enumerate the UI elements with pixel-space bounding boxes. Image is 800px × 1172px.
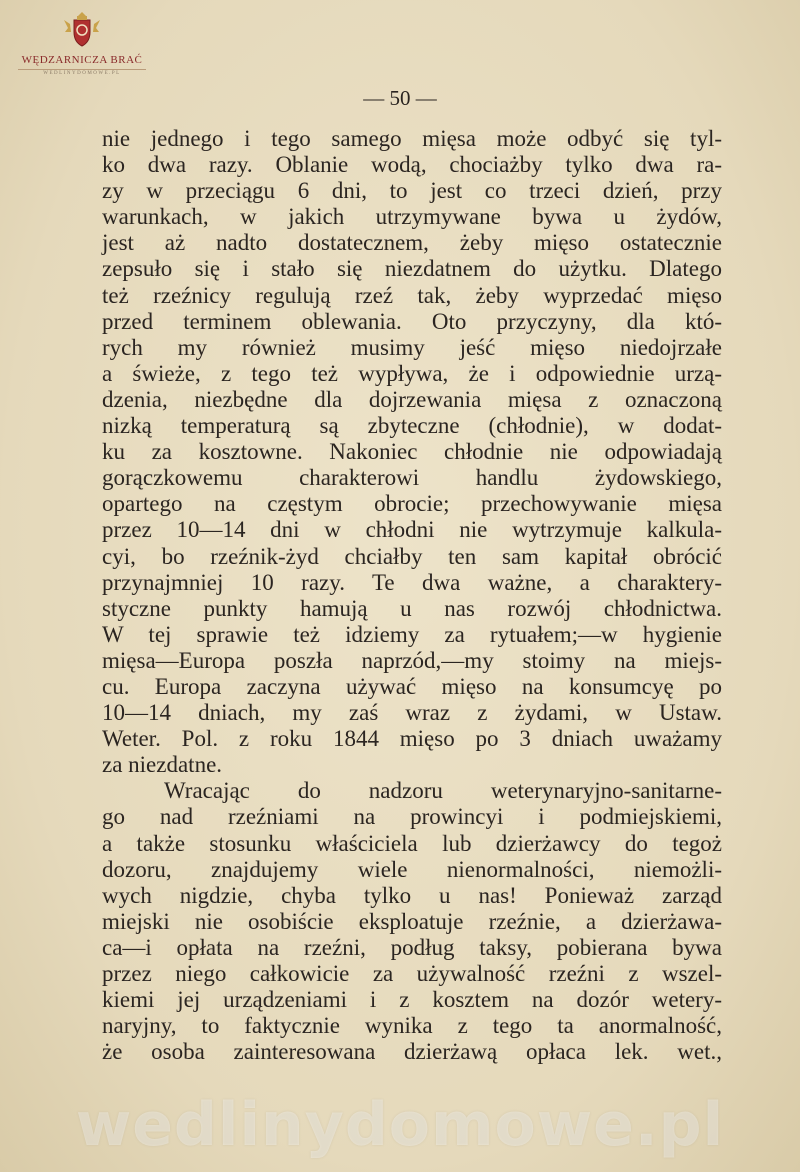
text-line: naryjny, to faktycznie wynika z tego ta anormalność, [102,1013,722,1039]
text-line: Wracając do nadzoru weterynaryjno-sanitarne- [164,778,722,804]
coat-of-arms-icon [62,10,102,50]
text-line: W tej sprawie też idziemy za rytuałem;—w hygienie [102,621,722,647]
text-line: miejski nie osobiście eksploatuje rzeźnie, a dzierżawa- [102,908,722,934]
text-line: mięsa—Europa poszła naprzód,—my stoimy na miejs- [102,647,722,673]
text-line: warunkach, w jakich utrzymywane bywa u żydów, [102,204,722,230]
text-line: a także stosunku właściciela lub dzierżawcy do tegoż [102,830,722,856]
text-line: wych nigdzie, chyba tylko u nas! Ponieważ zarząd [102,882,722,908]
text-line: gorączkowemu charakterowi handlu żydowskiego, [102,465,722,491]
text-line: 10—14 dniach, my zaś wraz z żydami, w Ustaw. [102,700,722,726]
logo-name: WĘDZARNICZA BRAĆ [21,54,143,66]
text-line: nie jednego i tego samego mięsa może odbyć się tyl- [102,126,722,151]
text-line: kiemi jej urządzeniami i z kosztem na dozór wetery- [102,987,722,1013]
text-line: ca—i opłata na rzeźni, podług taksy, pobierana bywa [102,934,722,960]
text-line: zepsuło się i stało się niezdatnem do użytku. Dlatego [102,256,722,282]
site-logo[interactable] [12,10,152,76]
text-line: cyi, bo rzeźnik-żyd chciałby ten sam kapitał obrócić [102,543,722,569]
text-line: cu. Europa zaczyna używać mięso na konsumcyę po [102,673,722,699]
watermark: wedlinydomowe.pl [75,1090,725,1160]
logo-url: WEDLINYDOMOWE.PL [43,71,121,76]
text-line: też rzeźnicy regulują rzeź tak, żeby wyprzedać mięso [102,282,722,308]
body-text [102,126,722,1065]
text-line: ko dwa razy. Oblanie wodą, chociażby tylko dwa ra- [102,152,722,178]
text-line: za niezdatne. [102,752,223,778]
text-line: dzenia, niezbędne dla dojrzewania mięsa z oznaczoną [102,386,722,412]
text-line: przez 10—14 dni w chłodni nie wytrzymuje kalkula- [102,517,722,543]
text-line: rych my również musimy jeść mięso niedojrzałe [102,334,722,360]
text-line: jest aż nadto dostatecznem, żeby mięso ostatecznie [102,230,722,256]
text-line: go nad rzeźniami na prowincyi i podmiejskiemi, [102,804,722,830]
text-line: styczne punkty hamują u nas rozwój chłodnictwa. [102,595,722,621]
page-number: — 50 — [363,86,437,110]
text-line: dozoru, znajdujemy wiele nienormalności, niemożli- [102,856,722,882]
text-line: przez niego całkowicie za używalność rzeźni z wszel- [102,961,722,986]
text-line: zy w przeciągu 6 dni, to jest co trzeci dzień, przy [102,178,722,204]
text-line: nizką temperaturą są zbyteczne (chłodnie), w dodat- [102,413,722,439]
text-line: przynajmniej 10 razy. Te dwa ważne, a charaktery- [102,569,722,595]
logo-divider [18,69,146,70]
text-line: Weter. Pol. z roku 1844 mięso po 3 dniach uważamy [102,726,722,752]
text-line: a świeże, z tego też wypływa, że i odpowiednie urzą- [102,360,722,386]
text-line: że osoba zainteresowana dzierżawą opłaca lek. wet., [102,1039,722,1065]
text-line: przed terminem oblewania. Oto przyczyny, dla któ- [102,308,722,334]
text-line: opartego na częstym obrocie; przechowywanie mięsa [102,491,722,517]
text-line: ku za kosztowne. Nakoniec chłodnie nie odpowiadają [102,439,722,465]
